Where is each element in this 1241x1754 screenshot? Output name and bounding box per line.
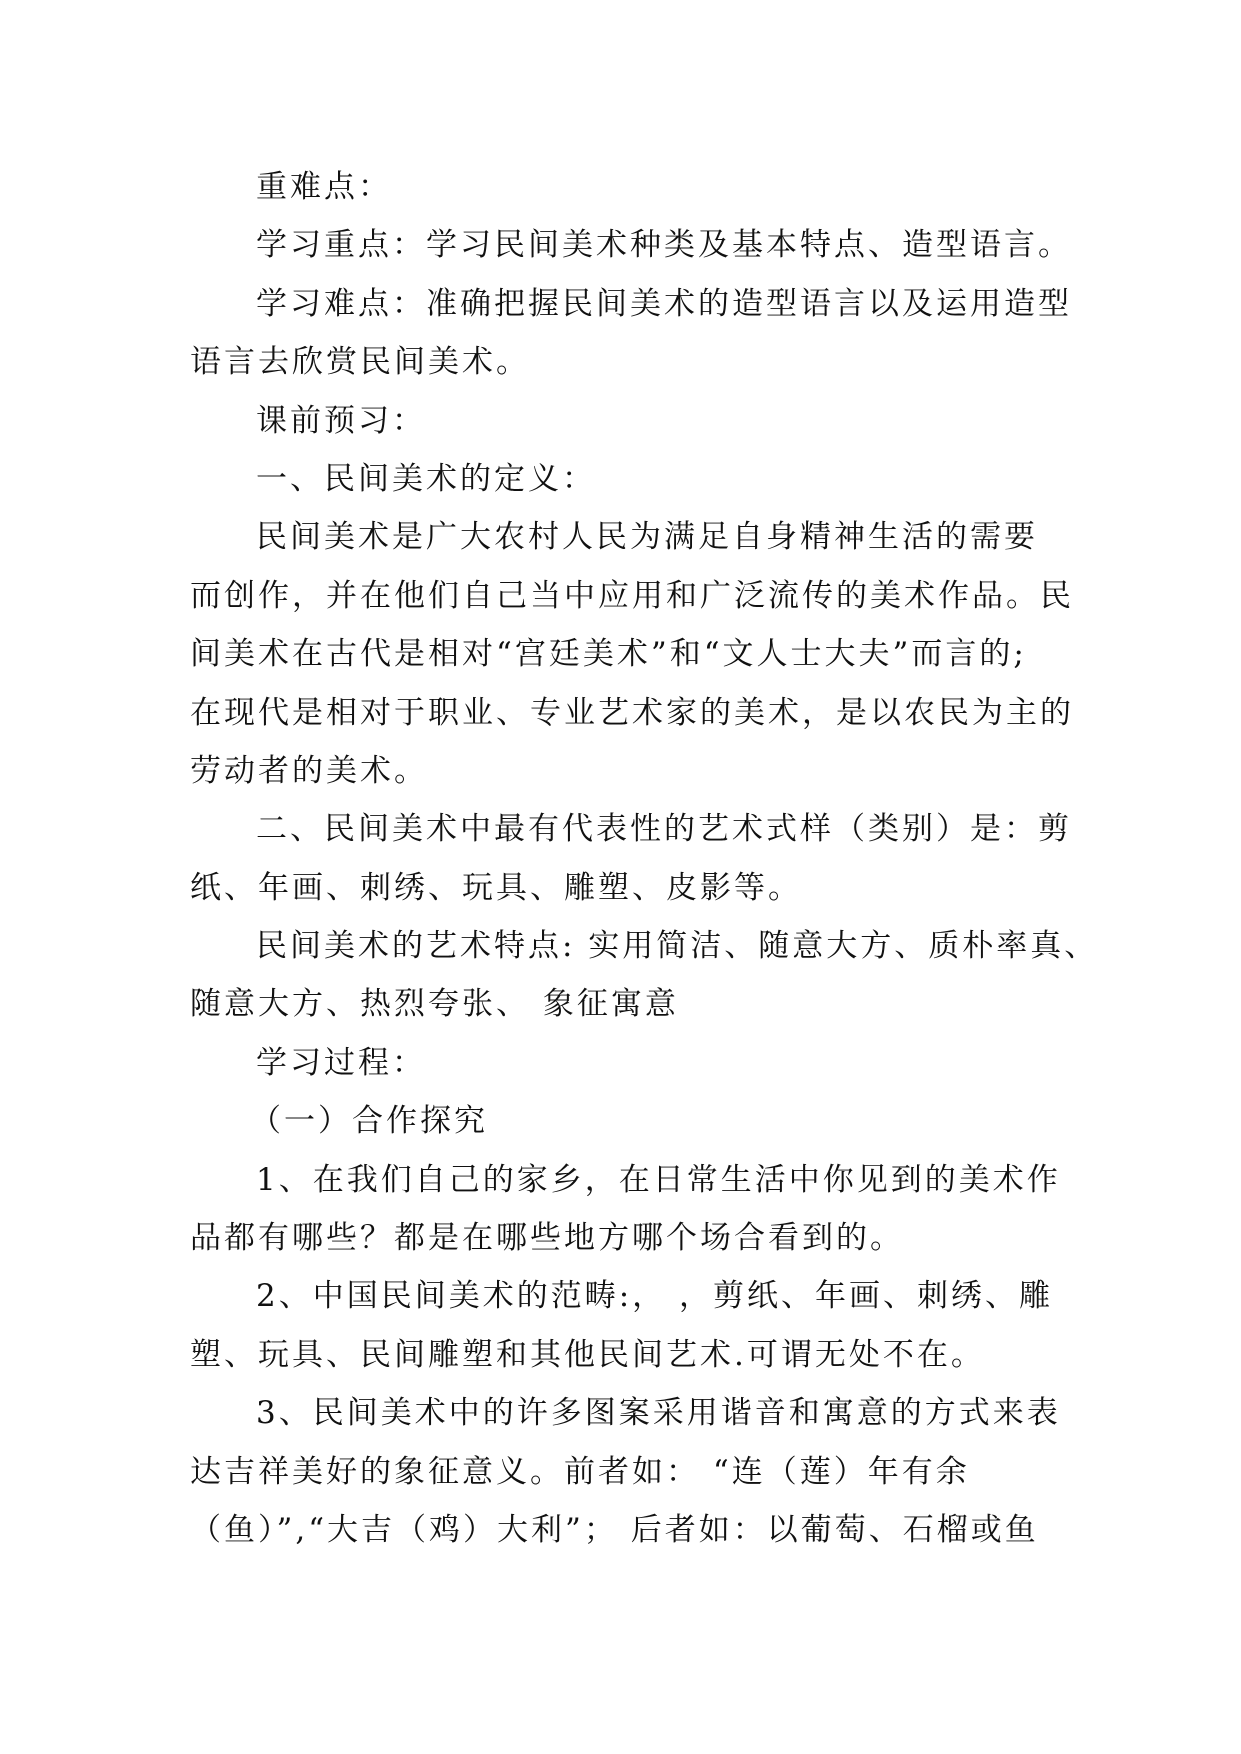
text-line: 民间美术是广大农村人民为满足自身精神生活的需要 [256, 519, 1038, 556]
text-line: （鱼）”,“大吉（鸡）大利”； 后者如：以葡萄、石榴或鱼 [190, 1511, 1039, 1548]
text-line: 纸、年画、刺绣、玩具、雕塑、皮影等。 [190, 869, 802, 906]
text-line: 学习难点：准确把握民间美术的造型语言以及运用造型 [256, 285, 1072, 322]
text-line: 达吉祥美好的象征意义。前者如： “连（莲）年有余 [190, 1453, 970, 1490]
document-body [190, 158, 1099, 1559]
text-line: （一）合作探究 [250, 1103, 488, 1140]
text-line: 3、民间美术中的许多图案采用谐音和寓意的方式来表 [256, 1395, 1061, 1432]
text-line: 二、民间美术中最有代表性的艺术式样（类别）是：剪 [256, 811, 1072, 848]
text-line: 课前预习： [256, 402, 426, 439]
text-line: 一、民间美术的定义： [256, 460, 596, 497]
text-line: 民间美术的艺术特点: 实用简洁、随意大方、质朴率真、 [256, 928, 1099, 965]
text-line: 2、中国民间美术的范畴:， ，剪纸、年画、刺绣、雕 [256, 1278, 1054, 1315]
text-line: 劳动者的美术。 [190, 752, 428, 789]
text-line: 语言去欣赏民间美术。 [190, 344, 530, 381]
text-line: 在现代是相对于职业、专业艺术家的美术，是以农民为主的 [190, 694, 1074, 731]
text-line: 而创作，并在他们自己当中应用和广泛流传的美术作品。民 [190, 577, 1074, 614]
text-line: 品都有哪些？都是在哪些地方哪个场合看到的。 [190, 1220, 904, 1257]
text-line: 随意大方、热烈夸张、 象征寓意 [190, 986, 679, 1023]
text-line: 重难点： [256, 169, 392, 205]
text-line: 塑、玩具、民间雕塑和其他民间艺术.可谓无处不在。 [190, 1336, 985, 1373]
text-line: 1、在我们自己的家乡，在日常生活中你见到的美术作 [256, 1161, 1061, 1198]
text-line: 间美术在古代是相对“宫廷美术”和“文人士大夫”而言的; [190, 636, 1027, 673]
text-line: 学习重点：学习民间美术种类及基本特点、造型语言。 [256, 227, 1072, 264]
text-line: 学习过程： [256, 1044, 426, 1081]
